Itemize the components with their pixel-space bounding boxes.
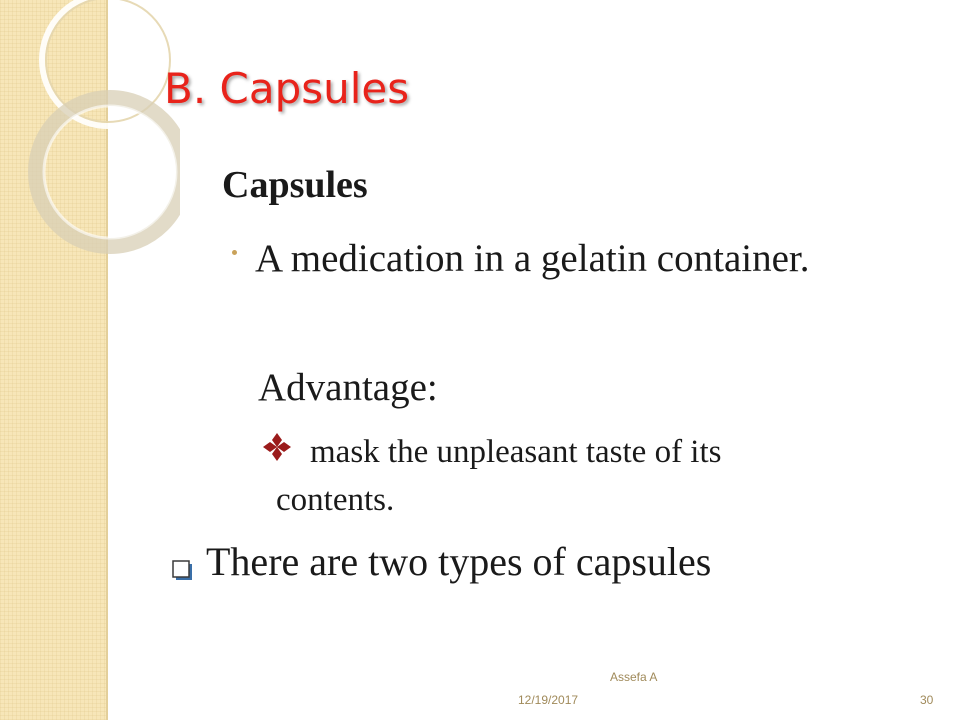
slide-title: B. Capsules (164, 64, 410, 113)
footer-page-number: 30 (920, 693, 934, 707)
decorative-rings-icon (0, 0, 180, 260)
advantage-heading: Advantage: (258, 366, 438, 409)
advantage-item-text (262, 428, 862, 524)
section-subheading: Capsules (222, 164, 368, 206)
footer-author: Assefa A (610, 670, 658, 684)
footer-date: 12/19/2017 (518, 693, 579, 707)
dot-bullet-icon (232, 250, 237, 255)
bullet-text: A medication in a gelatin container. (255, 237, 810, 280)
advantage-item-line-1: mask the unpleasant taste of its (310, 434, 722, 470)
types-item-text: There are two types of capsules (206, 539, 712, 584)
checkbox-square-icon (172, 560, 194, 582)
advantage-item-line-2: contents. (276, 482, 395, 518)
